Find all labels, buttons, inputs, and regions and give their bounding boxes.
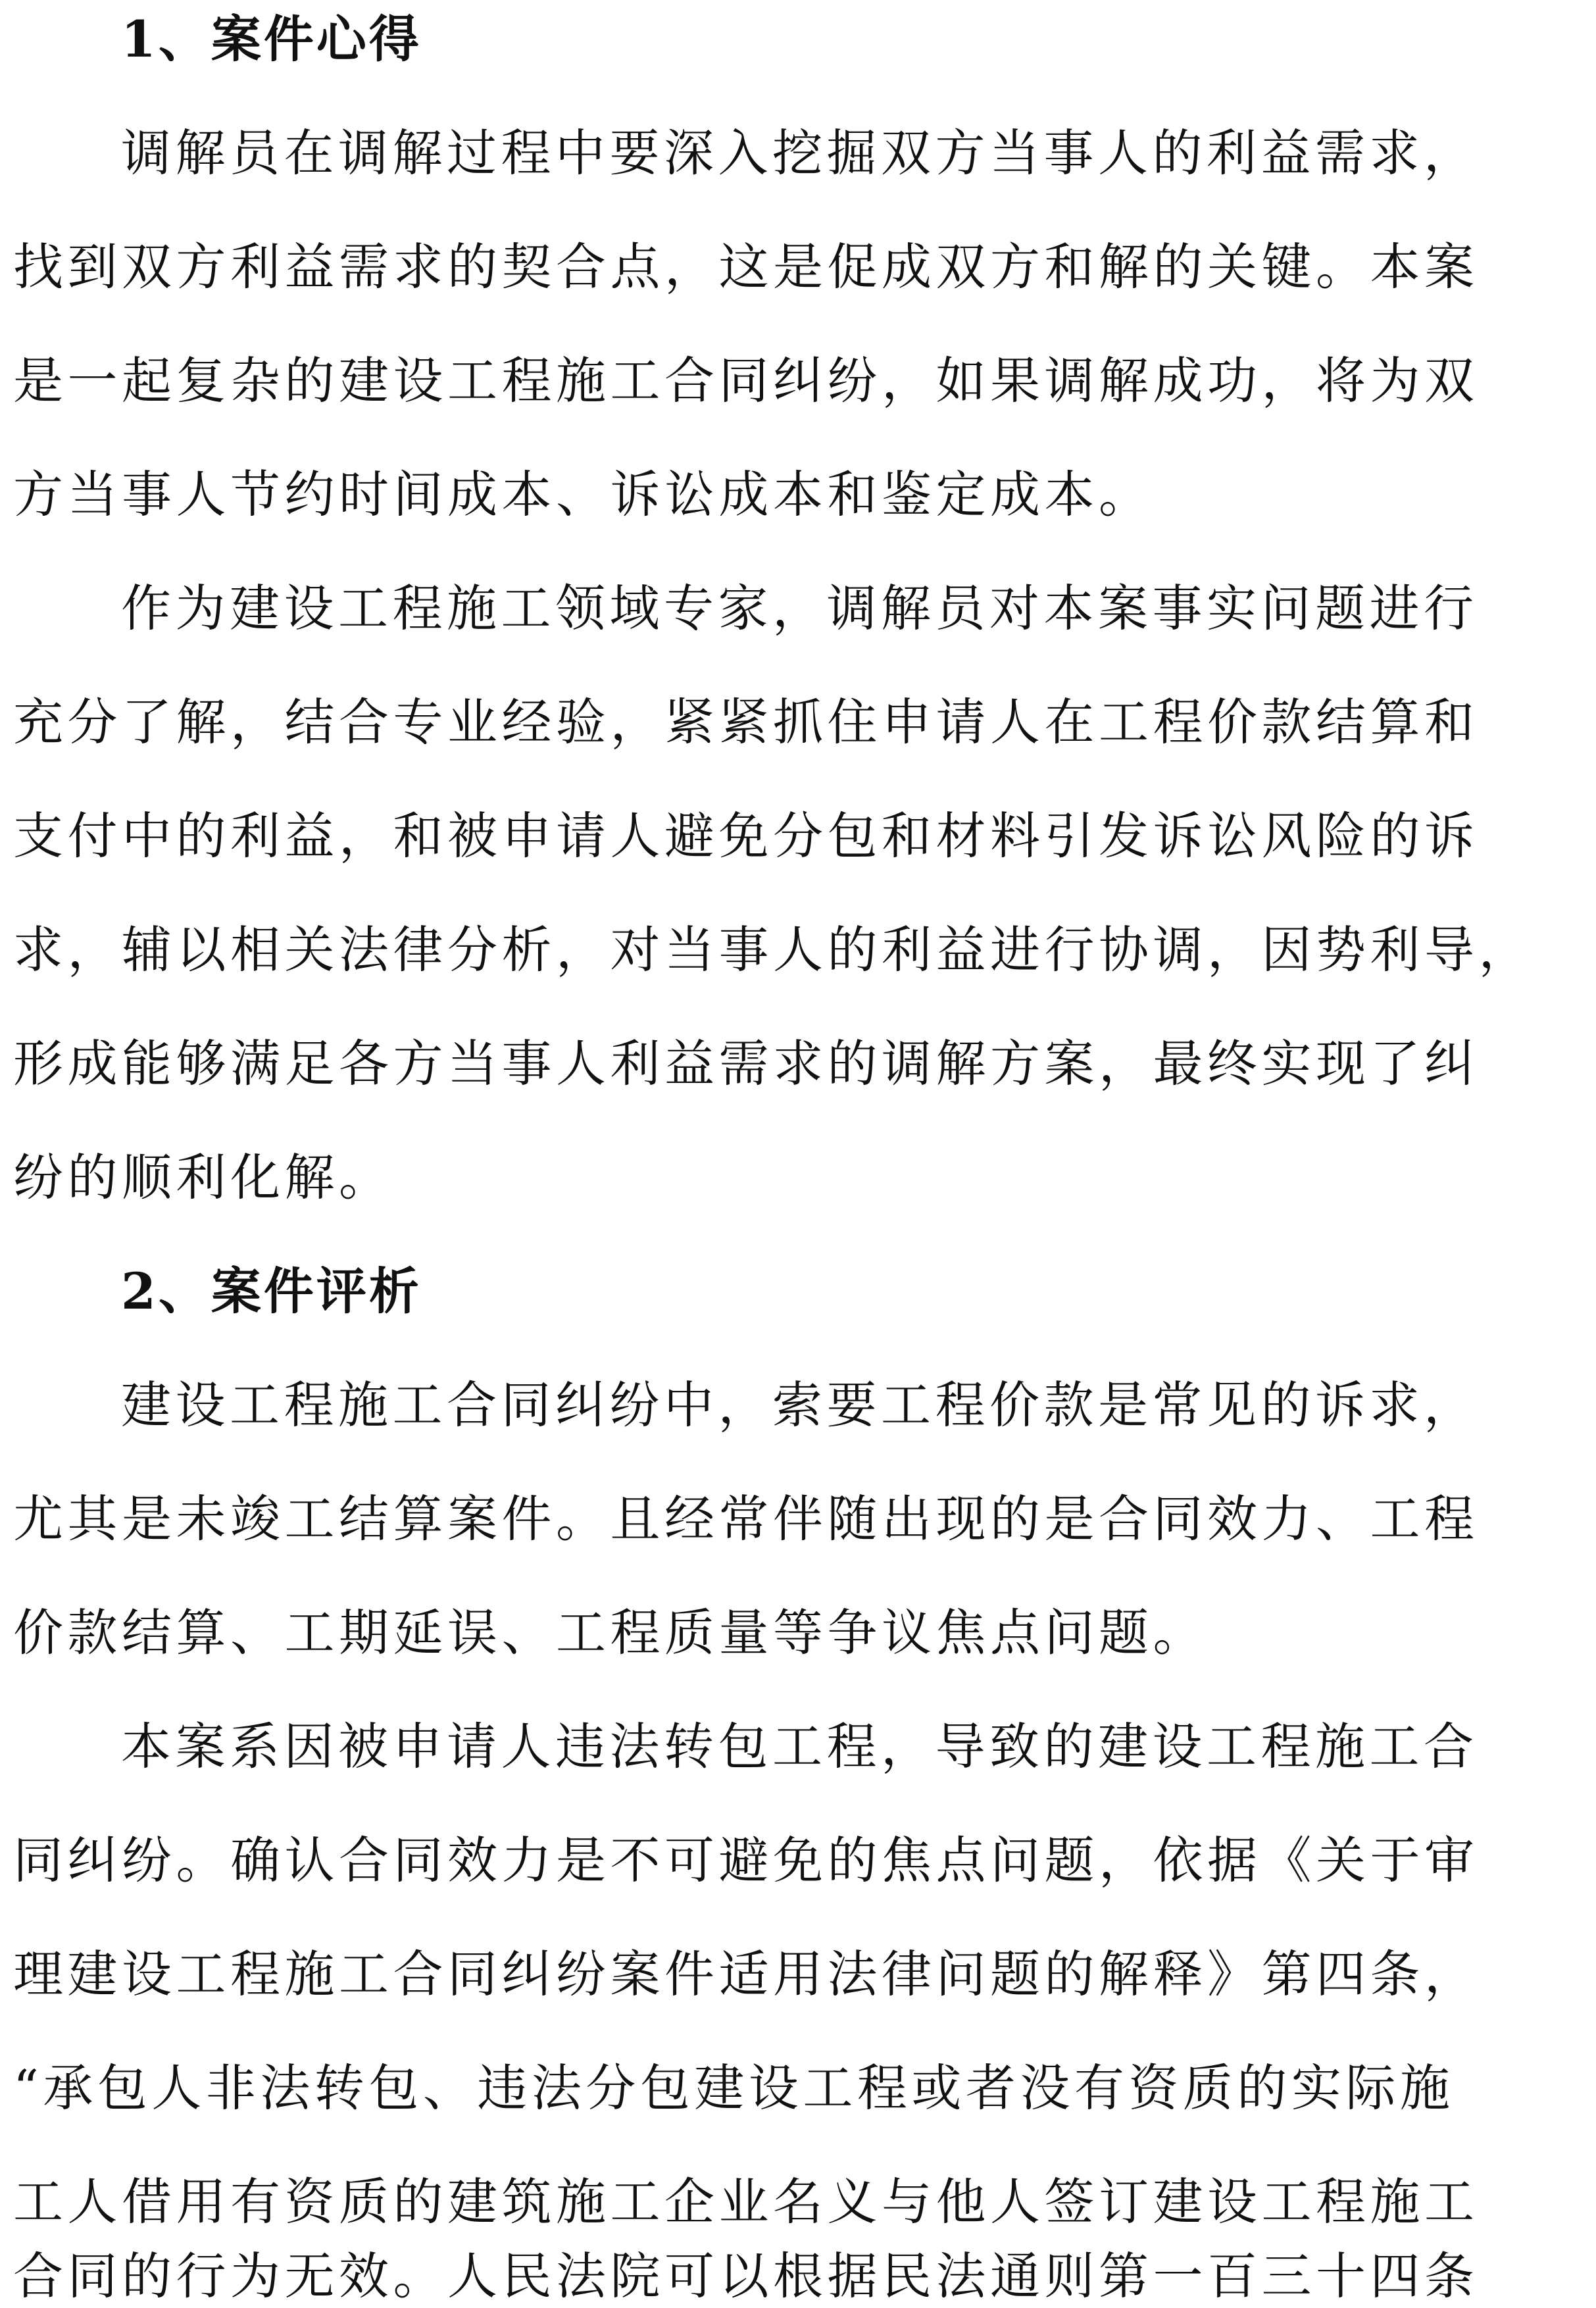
paragraph-line: 本案系因被申请人违法转包工程，导致的建设工程施工合 xyxy=(121,1717,1478,1776)
paragraph-line: 同纠纷。确认合同效力是不可避免的焦点问题，依据《关于审 xyxy=(13,1831,1479,1890)
paragraph-line: 调解员在调解过程中要深入挖掘双方当事人的利益需求， xyxy=(121,124,1478,182)
paragraph-line: 尤其是未竣工结算案件。且经常伴随出现的是合同效力、工程 xyxy=(13,1490,1479,1548)
paragraph-line: 支付中的利益，和被申请人避免分包和材料引发诉讼风险的诉 xyxy=(13,807,1479,865)
paragraph-line: 价款结算、工期延误、工程质量等争议焦点问题。 xyxy=(13,1603,1207,1662)
paragraph-line: 合同的行为无效。人民法院可以根据民法通则第一百三十四条 xyxy=(13,2247,1479,2305)
paragraph-line: 作为建设工程施工领域专家，调解员对本案事实问题进行 xyxy=(121,579,1478,638)
paragraph-line: 形成能够满足各方当事人利益需求的调解方案，最终实现了纠 xyxy=(13,1034,1479,1093)
paragraph-line: 建设工程施工合同纠纷中，索要工程价款是常见的诉求， xyxy=(121,1376,1478,1434)
paragraph-line: 工人借用有资质的建筑施工企业名义与他人签订建设工程施工 xyxy=(13,2172,1479,2231)
section-heading: 1、案件心得 xyxy=(121,10,422,68)
paragraph-line: “承包人非法转包、违法分包建设工程或者没有资质的实际施 xyxy=(13,2059,1455,2117)
section-heading: 2、案件评析 xyxy=(121,1262,422,1320)
paragraph-line: 充分了解，结合专业经验，紧紧抓住申请人在工程价款结算和 xyxy=(13,693,1479,751)
paragraph-line: 求，辅以相关法律分析，对当事人的利益进行协调，因势利导， xyxy=(13,920,1533,979)
paragraph-line: 纷的顺利化解。 xyxy=(13,1148,393,1207)
paragraph-line: 理建设工程施工合同纠纷案件适用法律问题的解释》第四条， xyxy=(13,1945,1479,2003)
paragraph-line: 是一起复杂的建设工程施工合同纠纷，如果调解成功，将为双 xyxy=(13,351,1479,410)
paragraph-line: 找到双方利益需求的契合点，这是促成双方和解的关键。本案 xyxy=(13,238,1479,296)
paragraph-line: 方当事人节约时间成本、诉讼成本和鉴定成本。 xyxy=(13,465,1153,524)
